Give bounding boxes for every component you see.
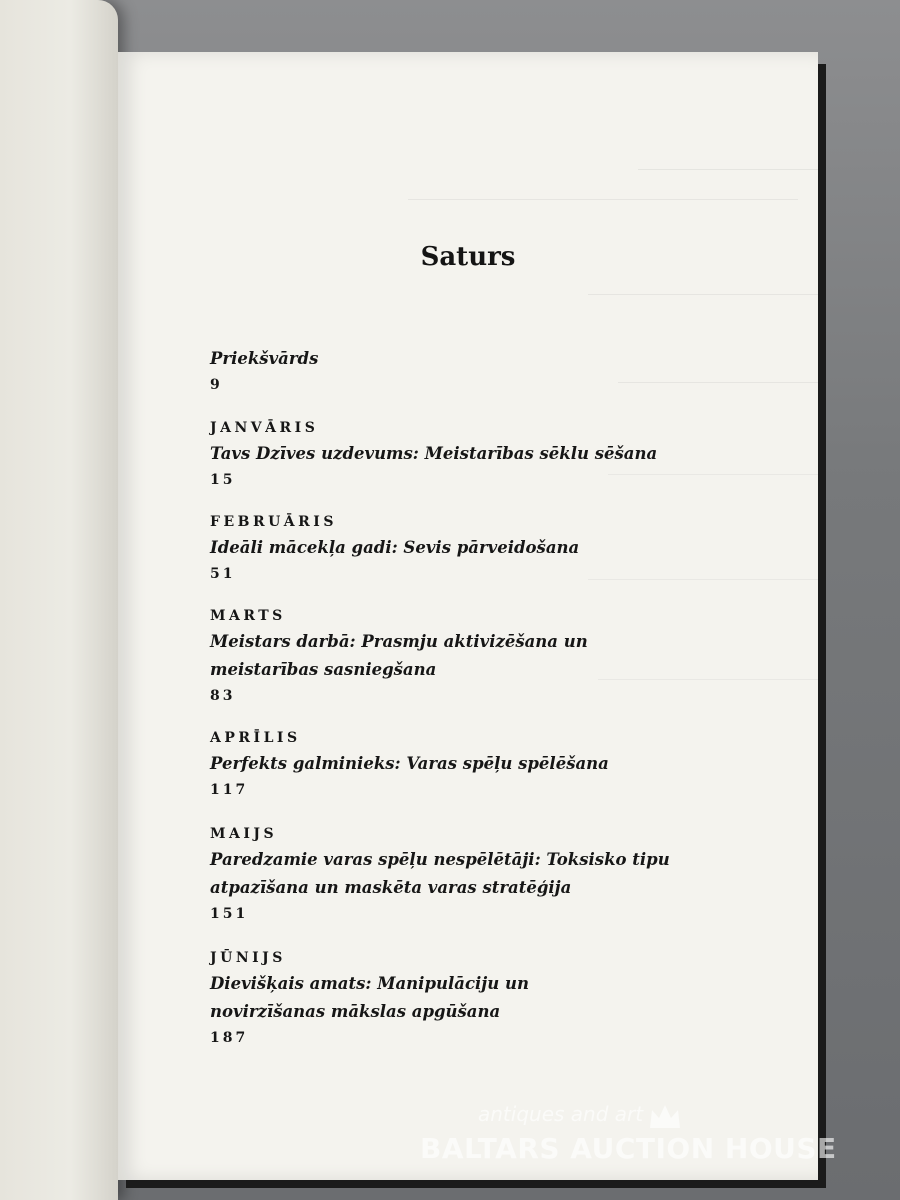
toc-entry-title: Perfekts galminieks: Varas spēļu spēlēšana bbox=[210, 754, 609, 773]
toc-entry-month: APRĪLIS bbox=[210, 730, 301, 746]
left-page bbox=[0, 0, 118, 1200]
toc-entry-june bbox=[210, 946, 630, 1050]
watermark bbox=[420, 1102, 837, 1182]
watermark-tagline: antiques and art bbox=[478, 1102, 644, 1126]
toc-entry-title: Paredzamie varas spēļu nespēlētāji: Toksisko tipu atpazīšana un maskēta varas stratēģija bbox=[210, 850, 670, 897]
bleed-through bbox=[408, 187, 798, 200]
toc-entry-month: MARTS bbox=[210, 608, 286, 624]
toc-entry-may bbox=[210, 822, 730, 926]
toc-entry-foreword bbox=[210, 345, 750, 397]
toc-entry-month: MAIJS bbox=[210, 826, 278, 842]
bleed-through bbox=[588, 282, 818, 295]
toc-entry-month: JŪNIJS bbox=[210, 950, 286, 966]
toc-entry-march bbox=[210, 604, 670, 708]
toc-entry-page: 15 bbox=[210, 472, 236, 488]
crown-icon bbox=[648, 1102, 682, 1132]
toc-entry-page: 187 bbox=[210, 1030, 249, 1046]
toc-entry-month: FEBRUĀRIS bbox=[210, 514, 337, 530]
toc-entry-title: Priekšvārds bbox=[210, 349, 319, 368]
toc-entry-february bbox=[210, 510, 750, 586]
toc-entry-january bbox=[210, 416, 750, 492]
toc-entry-title: Tavs Dzīves uzdevums: Meistarības sēklu sēšana bbox=[210, 444, 658, 463]
toc-entry-title: Dievišķais amats: Manipulāciju un novirzīšanas mākslas apgūšana bbox=[210, 974, 529, 1021]
toc-entry-page: 117 bbox=[210, 782, 249, 798]
toc-entry-title: Ideāli mācekļa gadi: Sevis pārveidošana bbox=[210, 538, 580, 557]
toc-entry-page: 151 bbox=[210, 906, 249, 922]
page-title: Saturs bbox=[420, 242, 516, 272]
bleed-through bbox=[638, 157, 818, 170]
toc-entry-april bbox=[210, 726, 750, 802]
toc-entry-page: 83 bbox=[210, 688, 236, 704]
toc-entry-title: Meistars darbā: Prasmju aktivizēšana un meistarības sasniegšana bbox=[210, 632, 588, 679]
toc-entry-page: 9 bbox=[210, 377, 223, 393]
watermark-name: BALTARS AUCTION HOUSE bbox=[420, 1132, 837, 1165]
toc-entry-page: 51 bbox=[210, 566, 236, 582]
toc-entry-month: JANVĀRIS bbox=[210, 420, 319, 436]
